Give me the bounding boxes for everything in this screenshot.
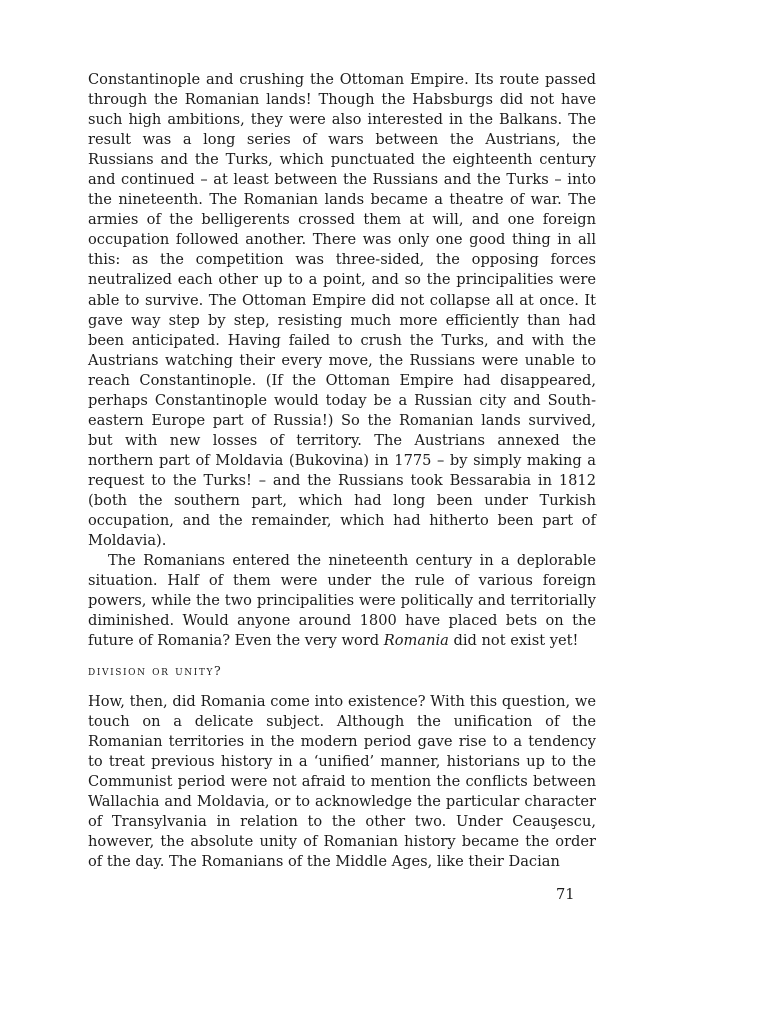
- section-heading: division or unity?: [88, 663, 223, 678]
- italic-term: Romania: [383, 632, 449, 650]
- paragraph: How, then, did Romania come into existence? With this question, we touch on a delicate subject. Although the unification of the Romanian territories in the modern period gave rise to a tendency to treat previous history in a ‘unified’ manner, historians up to the Communist period were not afraid to mention the conflicts between Wallachia and Moldavia, or to acknowledge the particular character of Transylvania in relation to the other two. Under Ceauşescu, however, the absolute unity of Romanian history became the order of the day. The Romanians of the Middle Ages, like their Dacian: [88, 693, 596, 871]
- paragraph: Constantinople and crushing the Ottoman Empire. Its route passed through the Romanian lands! Though the Habsburgs did not have such high ambitions, they were also interested in the Balkans. The result was a long series of wars between the Austrians, the Russians and the Turks, which punctuated the eighteenth century and continued – at least between the Russians and the Turks – into the nineteenth. The Romanian lands became a theatre of war. The armies of the belligerents crossed them at will, and one foreign occupation followed another. There was only one good thing in all this: as the competition was three-sided, the opposing forces neutralized each other up to a point, and so the principalities were able to survive. The Ottoman Empire did not collapse all at once. It gave way step by step, resisting much more efficiently than had been anticipated. Having failed to crush the Turks, and with the Austrians watching their every move, the Russians were unable to reach Constantinople. (If the Ottoman Empire had disappeared, perhaps Constantinople would today be a Russian city and South-eastern Europe part of Russia!) So the Romanian lands survived, but with new losses of territory. The Austrians annexed the northern part of Moldavia (Bukovina) in 1775 – by simply making a request to the Turks! – and the Russians took Bessarabia in 1812 (both the southern part, which had long been under Turkish occupation, and the remainder, which had hitherto been part of Moldavia).: [88, 71, 596, 550]
- text-block-lower: [88, 692, 596, 872]
- paragraph-text: The Romanians entered the nineteenth century in a deplorable situation. Half of them were under the rule of various foreign powers, while the two principalities were politically and territorially diminished. Would anyone around 1800 have placed bets on the future of Romania? Even the very word: [88, 552, 596, 650]
- page-number: 71: [556, 886, 575, 903]
- paragraph: [88, 551, 596, 651]
- paragraph-text: did not exist yet!: [448, 632, 579, 650]
- text-block-upper: [88, 70, 596, 651]
